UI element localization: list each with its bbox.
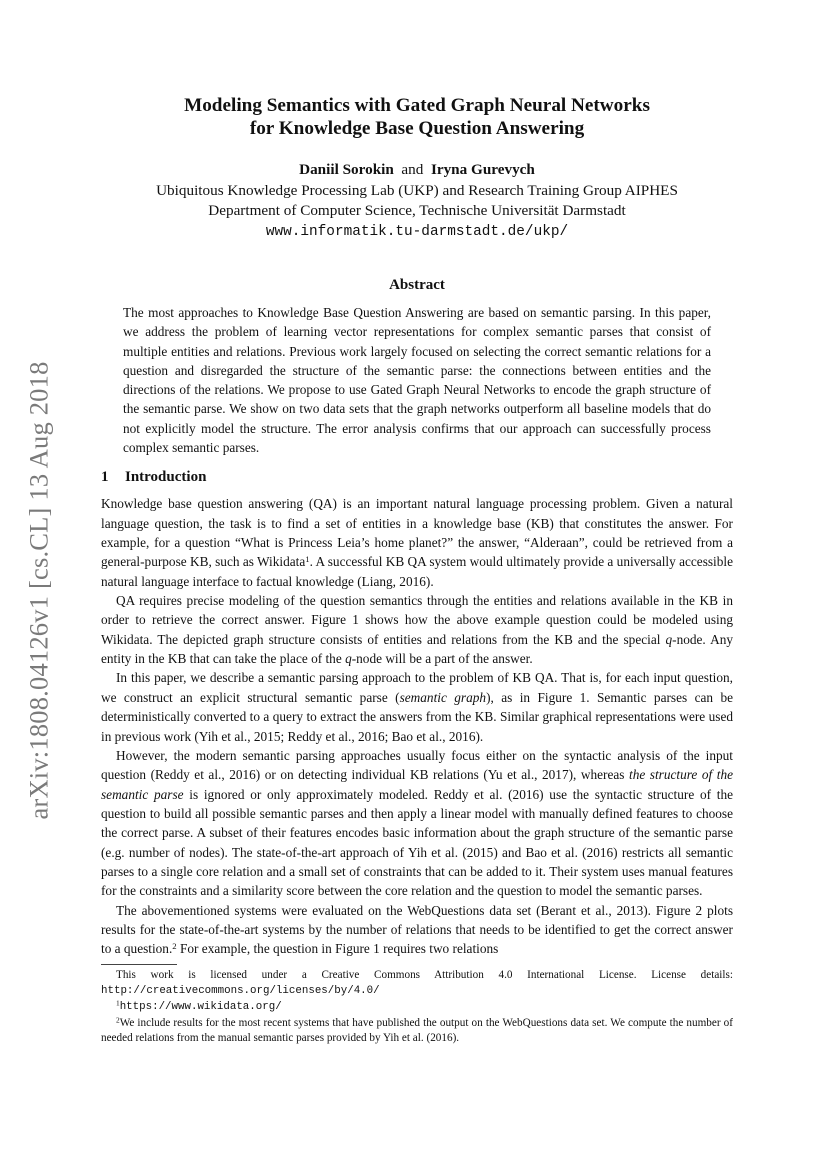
paragraph-1-text-b: . A successful KB QA system would ultimately provide a universally accessible natural language interface to factual knowledge (Liang, 2016). bbox=[101, 554, 733, 589]
paragraph-2-text-b: -node. Any entity in the KB that can take the place of the bbox=[101, 631, 733, 667]
author-separator: and bbox=[401, 161, 424, 178]
affiliation-line-2: Department of Computer Science, Technische Universität Darmstadt bbox=[208, 202, 626, 219]
q-node-term-2: q bbox=[345, 651, 352, 667]
abstract-heading: Abstract bbox=[389, 277, 445, 293]
author-block bbox=[101, 160, 733, 242]
paragraph-5-text-b: For example, the question in Figure 1 requires two relations bbox=[176, 941, 499, 957]
footnote-1-mark: 1 bbox=[116, 998, 120, 1008]
paragraph-5-text-a: The abovementioned systems were evaluated on the WebQuestions data set (Berant et al., 2013). Figure 2 plots results for the state-of-the-art systems by the number of relations that needs to be identified to get the correct answer to a question. bbox=[101, 902, 733, 957]
structure-term: the structure of the semantic parse bbox=[101, 767, 733, 802]
footnote-2-text: We include results for the most recent systems that have published the output on the WebQuestions data set. We compute the number of needed relations from the manual semantic parses provided by Yih et al. (2016). bbox=[101, 1016, 733, 1044]
paragraph-4-text-b: is ignored or only approximately modeled. Reddy et al. (2016) use the syntactic structure of the question to build all possible semantic parses and then apply a linear model with manually defined features to choose the correct parse. A subset of their features encodes basic information about the graph structure of the semantic parse (e.g. number of nodes). The state-of-the-art approach of Yih et al. (2015) and Bao et al. (2016) restricts all semantic parses to a single core relation and a small set of constraints that can be added to it. Their system uses manual features for the constraints and a similarity score between the core relation and the question to model the semantic parses. bbox=[101, 786, 733, 899]
license-footnote bbox=[101, 968, 733, 1000]
paper-page bbox=[101, 94, 733, 1046]
arxiv-identifier-stamp bbox=[18, 325, 60, 855]
license-text: This work is licensed under a Creative Commons Attribution 4.0 International License. License details: bbox=[116, 968, 733, 981]
arxiv-identifier-text: arXiv:1808.04126v1 [cs.CL] 13 Aug 2018 bbox=[23, 360, 54, 820]
section-heading-introduction bbox=[101, 468, 733, 486]
footnote-ref-2: 2 bbox=[172, 941, 177, 952]
paragraph-3-text-b: ), as in Figure 1. Semantic parses can be deterministically converted to a query to extract the answers from the KB. Similar graphical representations were used in previous work (Yih et al., 2015; Reddy et al., 2016; Bao et al., 2016). bbox=[101, 689, 734, 744]
license-url[interactable]: http://creativecommons.org/licenses/by/4.0/ bbox=[101, 984, 380, 997]
abstract-text: The most approaches to Knowledge Base Question Answering are based on semantic parsing. In this paper, we address the problem of learning vector representations for complex semantic parses that consist of multiple entities and relations. Previous work largely focused on selecting the correct semantic relations for a question and disregarded the structure of the semantic parse: the connections between entities and the directions of the relations. We propose to use Gated Graph Neural Networks to encode the graph structure of the semantic parse. We show on two data sets that the graph networks outperform all baseline models that do not explicitly model the structure. The error analysis confirms that our approach can successfully process complex semantic parses. bbox=[123, 305, 711, 456]
affiliation-url[interactable]: www.informatik.tu-darmstadt.de/ukp/ bbox=[265, 223, 569, 240]
paragraph-5 bbox=[101, 901, 733, 959]
footnote-1 bbox=[101, 999, 733, 1015]
footnote-ref-1: 1 bbox=[305, 554, 310, 565]
paragraph-4 bbox=[101, 746, 733, 901]
paragraph-4-text-a: However, the modern semantic parsing approaches usually focus either on the syntactic analysis of the input question (Reddy et al., 2016) or on detecting individual KB relations (Yu et al., 2017), whereas bbox=[101, 747, 733, 783]
title-line-2: for Knowledge Base Question Answering bbox=[249, 118, 585, 139]
footnote-2 bbox=[101, 1016, 733, 1047]
section-title: Introduction bbox=[125, 469, 207, 486]
paragraph-1 bbox=[101, 494, 733, 591]
paragraph-3-text-a: In this paper, we describe a semantic parsing approach to the problem of KB QA. That is, for each input question, we construct an explicit structural semantic parse ( bbox=[101, 670, 733, 705]
paragraph-2-text-c: -node will be a part of the answer. bbox=[351, 651, 533, 667]
author-1: Daniil Sorokin bbox=[299, 161, 394, 178]
introduction-body bbox=[101, 494, 733, 958]
paragraph-1-text-a: Knowledge base question answering (QA) is an important natural language processing problem. Given a natural language question, the task is to find a set of entities in a knowledge base (KB) that constitutes the answer. For example, for a question “What is Princess Leia’s home planet?” the answer, “Alderaan”, could be retrieved from a general-purpose KB, such as Wikidata bbox=[101, 496, 733, 570]
footnote-divider bbox=[101, 964, 177, 965]
author-2: Iryna Gurevych bbox=[430, 161, 535, 178]
affiliation-line-1: Ubiquitous Knowledge Processing Lab (UKP) and Research Training Group AIPHES bbox=[156, 181, 678, 199]
footnotes bbox=[101, 968, 733, 1046]
title-line-1: Modeling Semantics with Gated Graph Neural Networks bbox=[184, 95, 650, 116]
paragraph-3 bbox=[101, 668, 733, 745]
paragraph-2-text-a: QA requires precise modeling of the question semantics through the entities and relations available in the KB in order to retrieve the correct answer. Figure 1 shows how the above example question could be modeled using Wikidata. The depicted graph structure consists of entities and relations from the KB and the special bbox=[101, 593, 733, 647]
author-names bbox=[101, 160, 733, 181]
q-node-term: q bbox=[665, 631, 673, 647]
paper-title bbox=[101, 94, 733, 140]
paragraph-2 bbox=[101, 591, 733, 668]
footnote-2-mark: 2 bbox=[116, 1015, 120, 1025]
wikidata-url[interactable]: https://www.wikidata.org/ bbox=[119, 1001, 282, 1014]
semantic-graph-term: semantic graph bbox=[399, 689, 487, 705]
section-number: 1 bbox=[101, 469, 109, 486]
